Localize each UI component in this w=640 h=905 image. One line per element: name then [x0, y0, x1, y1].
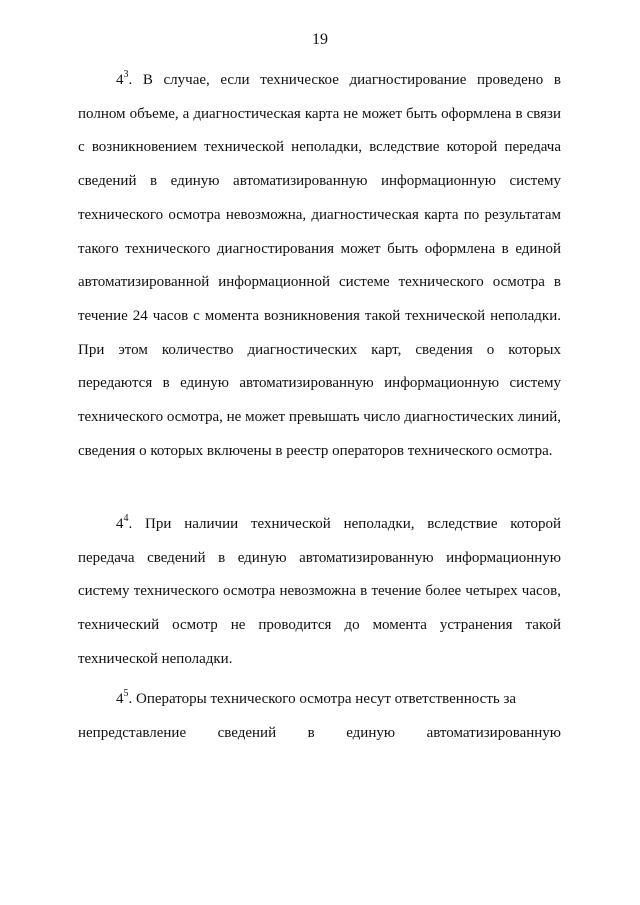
paragraph-4-3 — [78, 64, 561, 468]
paragraph-text: . В случае, если техническое диагностирование проведено в полном объеме, а диагностическая карта не может быть оформлена в связи с возникновением технической неполадки, вследствие которой передача сведений в единую автоматизированную информационную систему технического осмотра невозможна, диагностическая карта по результатам такого технического диагностирования может быть оформлена в единой автоматизированной информационной системе технического осмотра в течение 24 часов с момента возникновения такой технической неполадки. При этом количество диагностических карт, сведения о которых передаются в единую автоматизированную информационную систему технического осмотра, не может превышать число диагностических линий, сведения о которых включены в реестр операторов технического осмотра. — [78, 72, 561, 459]
paragraph-number: 4 — [116, 691, 124, 707]
paragraph-number: 4 — [116, 72, 124, 88]
paragraph-4-4 — [78, 508, 561, 677]
paragraph-text: . При наличии технической неполадки, вследствие которой передача сведений в единую автоматизированную информационную систему технического осмотра невозможна в течение более четырех часов, технический осмотр не проводится до момента устранения такой технической неполадки. — [78, 516, 561, 667]
paragraph-superscript: 3 — [123, 69, 129, 80]
paragraph-text: . Операторы технического осмотра несут ответственность за — [128, 691, 517, 707]
paragraph-4-5 — [78, 683, 561, 750]
page-number: 19 — [312, 31, 328, 48]
paragraph-number: 4 — [116, 516, 124, 532]
paragraph-continuation: непредставление сведений в единую автоматизированную — [78, 724, 561, 741]
paragraph-superscript: 5 — [123, 688, 129, 699]
paragraph-superscript: 4 — [123, 513, 129, 524]
